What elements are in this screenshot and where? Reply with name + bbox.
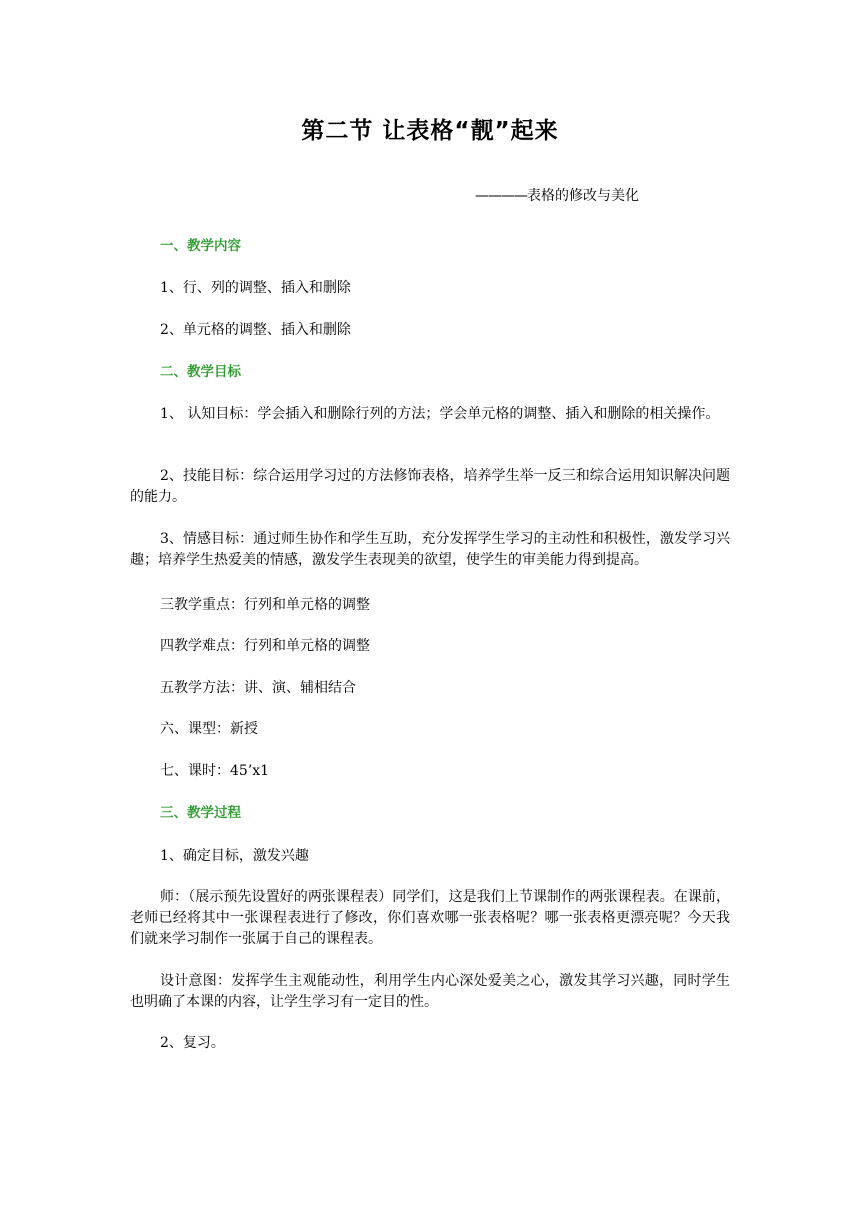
process-step-1: 1、确定目标，激发兴趣 [160, 848, 309, 864]
content-item-1: 1、行、列的调整、插入和删除 [160, 280, 351, 296]
page-title: 第二节 让表格“靓”起来 [301, 118, 559, 144]
process-step-2: 2、复习。 [160, 1035, 225, 1051]
lesson-time-line: 七、课时：45’x1 [160, 763, 270, 779]
section-heading-teaching-content: 一、教学内容 [160, 238, 241, 254]
goal-paragraph-emotion: 3、情感目标：通过师生协作和学生互助，充分发挥学生学习的主动性和积极性，激发学习兴趣；培养学生热爱美的情感，激发学生表现美的欲望，使学生的审美能力得到提高。 [130, 531, 730, 568]
section-heading-teaching-process: 三、教学过程 [160, 805, 241, 821]
lesson-type-line: 六、课型：新授 [160, 721, 258, 737]
design-intent-paragraph: 设计意图：发挥学生主观能动性，利用学生内心深处爱美之心，激发其学习兴趣，同时学生也明确了本课的内容，让学生学习有一定目的性。 [130, 973, 730, 1010]
goal-paragraph-skill: 2、技能目标：综合运用学习过的方法修饰表格，培养学生举一反三和综合运用知识解决问题的能力。 [130, 468, 730, 505]
goal-paragraph-cognitive: 1、 认知目标：学会插入和删除行列的方法；学会单元格的调整、插入和删除的相关操作。 [160, 406, 720, 422]
key-point-line: 三教学重点：行列和单元格的调整 [160, 597, 370, 613]
subtitle-text: 表格的修改与美化 [527, 188, 639, 204]
content-item-2: 2、单元格的调整、插入和删除 [160, 322, 351, 338]
subtitle [475, 185, 639, 205]
difficult-point-line: 四教学难点：行列和单元格的调整 [160, 638, 370, 654]
section-heading-teaching-goals: 二、教学目标 [160, 364, 241, 380]
teacher-intro-paragraph: 师：（展示预先设置好的两张课程表）同学们，这是我们上节课制作的两张课程表。在课前，老师已经将其中一张课程表进行了修改，你们喜欢哪一张表格呢？哪一张表格更漂亮呢？今天我们就来学习制作一张属于自己的课程表。 [130, 889, 730, 947]
subtitle-dash: ———— [475, 188, 527, 204]
method-line: 五教学方法：讲、演、辅相结合 [160, 680, 356, 696]
